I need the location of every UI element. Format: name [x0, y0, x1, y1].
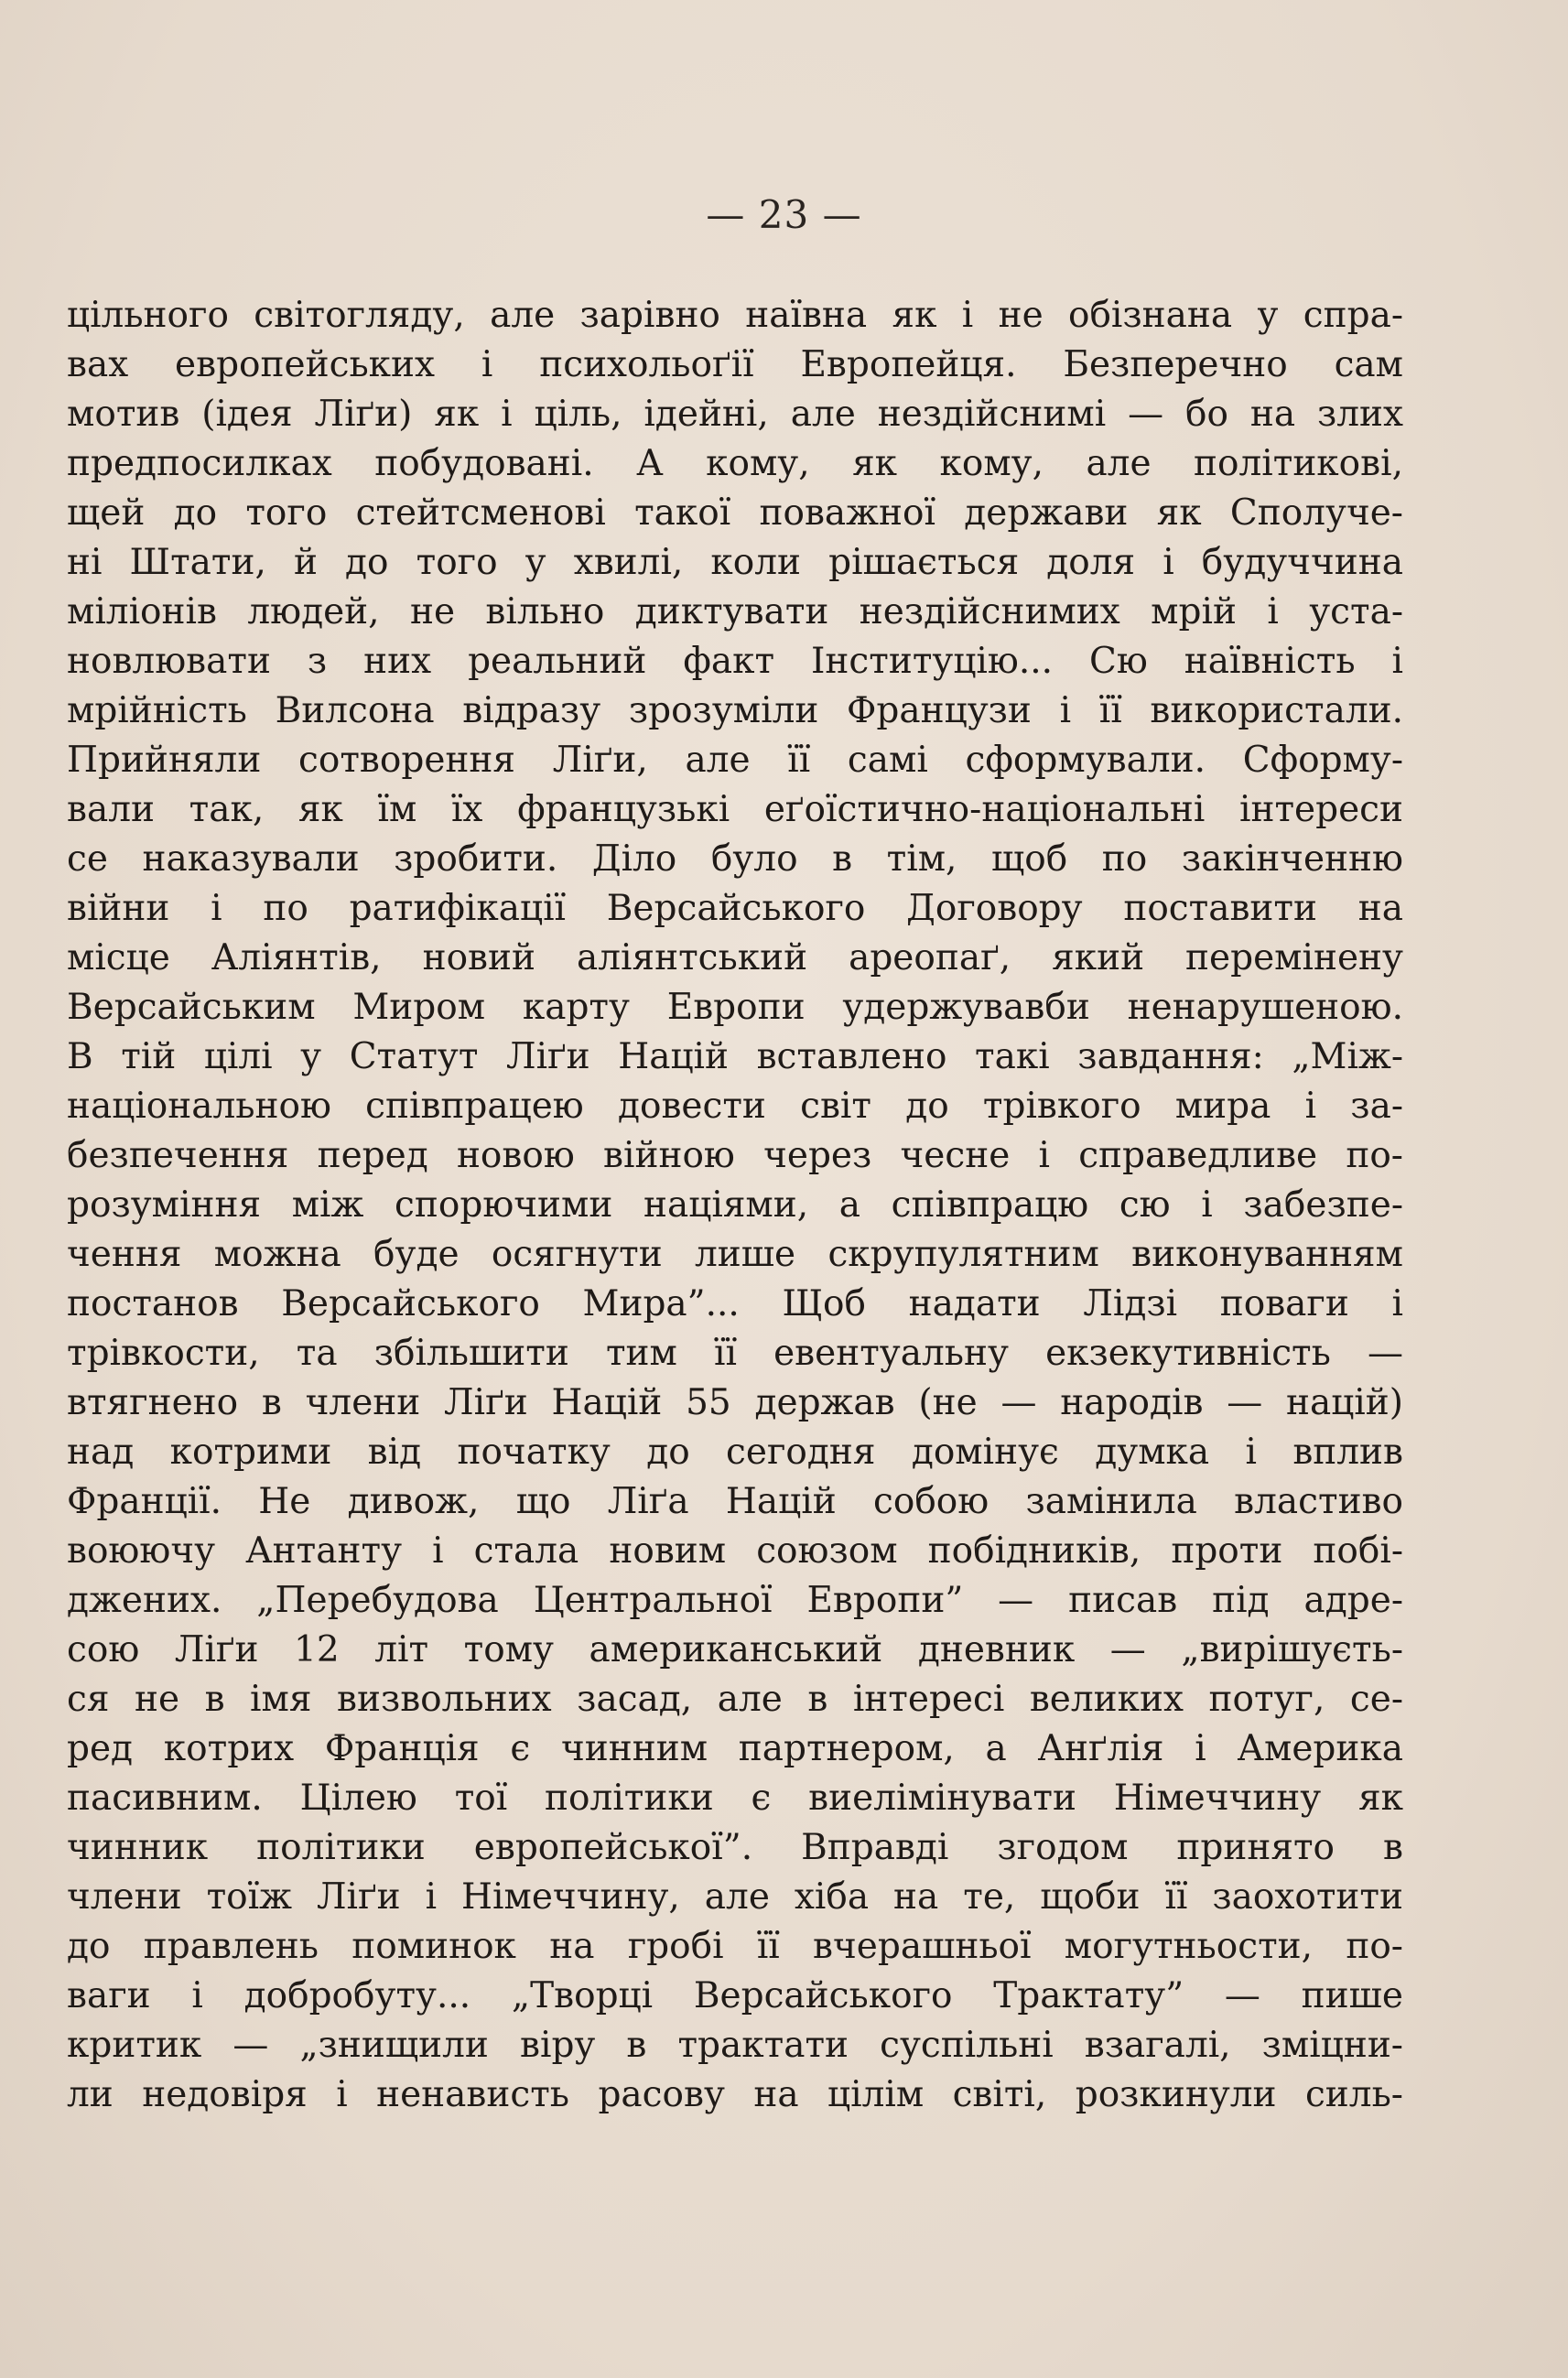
text-line: В тій цілі у Статут Ліґи Націй вставлено такі завдання: „Між- [67, 1036, 1403, 1077]
text-line: безпечення перед новою війною через чесне і справедливе по- [67, 1135, 1403, 1176]
text-line: вах европейських і психольоґії Европейця. Безперечно сам [67, 344, 1403, 385]
text-line: мрійність Вилсона відразу зрозуміли Французи і її використали. [67, 690, 1403, 731]
text-line: вали так, як їм їх французькі еґоїстично-національні інтереси [67, 789, 1403, 830]
text-line: місце Аліянтів, новий аліянтський ареопаґ, який перемінену [67, 937, 1403, 978]
page-number: — 23 — [706, 192, 862, 237]
body-text [67, 291, 1403, 2120]
text-line: члени тоїж Ліґи і Німеччину, але хіба на те, щоби її заохотити [67, 1876, 1403, 1918]
text-line: критик — „знищили віру в трактати суспільні взагалі, зміцни- [67, 2025, 1403, 2066]
text-line: до правлень поминок на гробі її вчерашньої могутньости, по- [67, 1926, 1403, 1967]
text-line: трівкости, та збільшити тим її евентуальну екзекутивність — [67, 1333, 1403, 1374]
text-line: щей до того стейтсменові такої поважної держави як Сполуче- [67, 492, 1403, 534]
text-line: предпосилках побудовані. А кому, як кому, але політикові, [67, 443, 1403, 484]
text-line: втягнено в члени Ліґи Націй 55 держав (не — народів — націй) [67, 1382, 1403, 1423]
text-line: ся не в імя визвольних засад, але в інтересі великих потуг, се- [67, 1679, 1403, 1720]
text-line: цільного світогляду, але зарівно наївна як і не обізнана у спра- [67, 295, 1403, 336]
text-line: чення можна буде осягнути лише скрупулятним виконуванням [67, 1234, 1403, 1275]
text-line: Прийняли сотворення Ліґи, але її самі сформували. Сформу- [67, 740, 1403, 781]
text-line: ли недовіря і ненависть расову на цілім світі, розкинули силь- [67, 2074, 1403, 2115]
text-line: ред котрих Франція є чинним партнером, а Анґлія і Америка [67, 1728, 1403, 1769]
text-line: пасивним. Цілею тої політики є виелімінувати Німеччину як [67, 1778, 1403, 1819]
text-line: Версайським Миром карту Европи удержувавби ненарушеною. [67, 987, 1403, 1028]
text-line: новлювати з них реальний факт Інституцію... Сю наївність і [67, 641, 1403, 682]
text-line: мотив (ідея Ліґи) як і ціль, ідейні, але нездійснимі — бо на злих [67, 394, 1403, 435]
text-line: воюючу Антанту і стала новим союзом побідників, проти побі- [67, 1530, 1403, 1572]
text-line: сою Ліґи 12 літ тому американський дневник — „вирішуєть- [67, 1629, 1403, 1670]
text-line: джених. „Перебудова Центральної Европи” — писав під адре- [67, 1580, 1403, 1621]
text-line: національною співпрацею довести світ до трівкого мира і за- [67, 1086, 1403, 1127]
text-line: над котрими від початку до сегодня домінує думка і вплив [67, 1432, 1403, 1473]
text-line: міліонів людей, не вільно диктувати нездійснимих мрій і уста- [67, 591, 1403, 632]
text-line: розуміння між спорючими націями, а співпрацю сю і забезпе- [67, 1184, 1403, 1226]
text-line: се наказували зробити. Діло було в тім, щоб по закінченню [67, 838, 1403, 880]
text-line: Франції. Не дивож, що Ліґа Націй собою замінила властиво [67, 1481, 1403, 1522]
text-line: ні Штати, й до того у хвилі, коли рішається доля і будуччина [67, 542, 1403, 583]
text-line: війни і по ратифікації Версайського Договору поставити на [67, 888, 1403, 929]
text-line: постанов Версайського Мира”... Щоб надати Лідзі поваги і [67, 1283, 1403, 1324]
text-line: ваги і добробуту... „Творці Версайського Трактату” — пише [67, 1975, 1403, 2016]
text-line: чинник політики европейської”. Вправді згодом принято в [67, 1827, 1403, 1868]
